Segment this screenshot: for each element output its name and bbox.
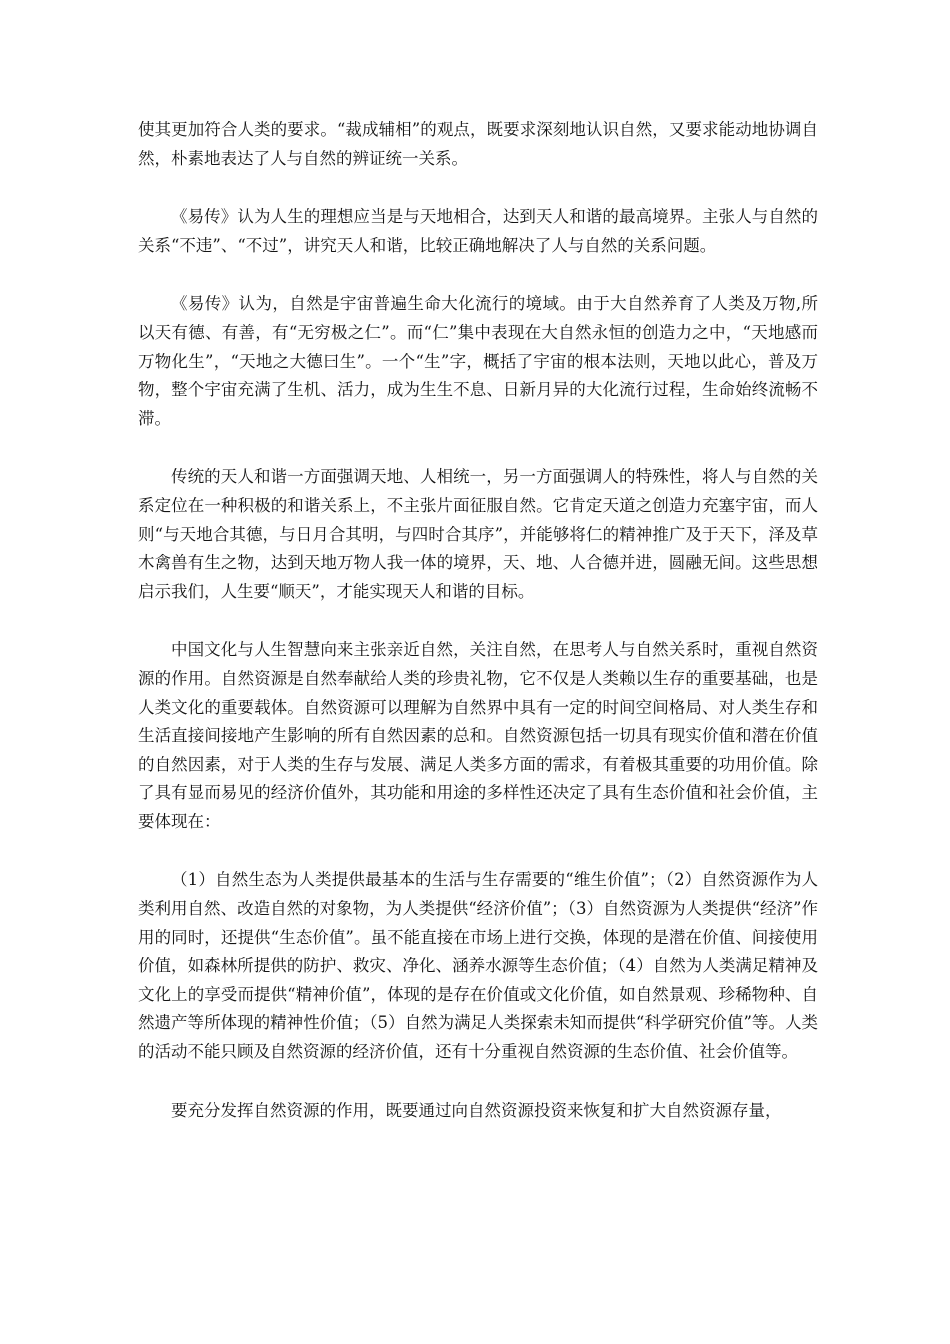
paragraph: 要充分发挥自然资源的作用，既要通过向自然资源投资来恢复和扩大自然资源存量， [171,1100,782,1120]
paragraph: 中国文化与人生智慧向来主张亲近自然，关注自然，在思考人与自然关系时，重视自然资源的作用。自然资源是自然奉献给人类的珍贵礼物，它不仅是人类赖以生存的重要基础，也是人类文化的重要载体。自然资源可以理解为自然界中具有一定的时间空间格局、对人类生存和生活直接间接地产生影响的所有自然因素的总和。自然资源包括一切具有现实价值和潜在价值的自然因素，对于人类的生存与发展、满足人类多方面的需求，有着极其重要的功用价值。除了具有显而易见的经济价值外，其功能和用途的多样性还决定了具有生态价值和社会价值，主要体现在： [138,640,818,831]
paragraph: 使其更加符合人类的要求。“裁成辅相”的观点，既要求深刻地认识自然，又要求能动地协调自然，朴素地表达了人与自然的辨证统一关系。 [138,120,818,168]
paragraph: 《易传》认为人生的理想应当是与天地相合，达到天人和谐的最高境界。主张人与自然的关系“不违”、“不过”，讲究天人和谐，比较正确地解决了人与自然的关系问题。 [138,207,818,255]
paragraph: （1）自然生态为人类提供最基本的生活与生存需要的“维生价值”；（2）自然资源作为人类利用自然、改造自然的对象物，为人类提供“经济价值”；（3）自然资源为人类提供“经济”作用的同时，还提供“生态价值”。虽不能直接在市场上进行交换，体现的是潜在价值、间接使用价值，如森林所提供的防护、救灾、净化、涵养水源等生态价值；（4）自然为人类满足精神及文化上的享受而提供“精神价值”，体现的是存在价值或文化价值，如自然景观、珍稀物种、自然遗产等所体现的精神性价值；（5）自然为满足人类探索未知而提供“科学研究价值”等。人类的活动不能只顾及自然资源的经济价值，还有十分重视自然资源的生态价值、社会价值等。 [138,870,818,1062]
document-page [138,116,818,1125]
paragraph: 传统的天人和谐一方面强调天地、人相统一，另一方面强调人的特殊性，将人与自然的关系定位在一种积极的和谐关系上，不主张片面征服自然。它肯定天道之创造力充塞宇宙，而人则“与天地合其德，与日月合其明，与四时合其序”，并能够将仁的精神推广及于天下，泽及草木禽兽有生之物，达到天地万物人我一体的境界，天、地、人合德并进，圆融无间。这些思想启示我们，人生要“顺天”，才能实现天人和谐的目标。 [138,467,818,601]
paragraph: 《易传》认为，自然是宇宙普遍生命大化流行的境域。由于大自然养育了人类及万物,所以天有德、有善，有“无穷极之仁”。而“仁”集中表现在大自然永恒的创造力之中，“天地感而万物化生”，“天地之大德曰生”。一个“生”字，概括了宇宙的根本法则，天地以此心，普及万物，整个宇宙充满了生机、活力，成为生生不息、日新月异的大化流行过程，生命始终流畅不滞。 [138,294,818,428]
